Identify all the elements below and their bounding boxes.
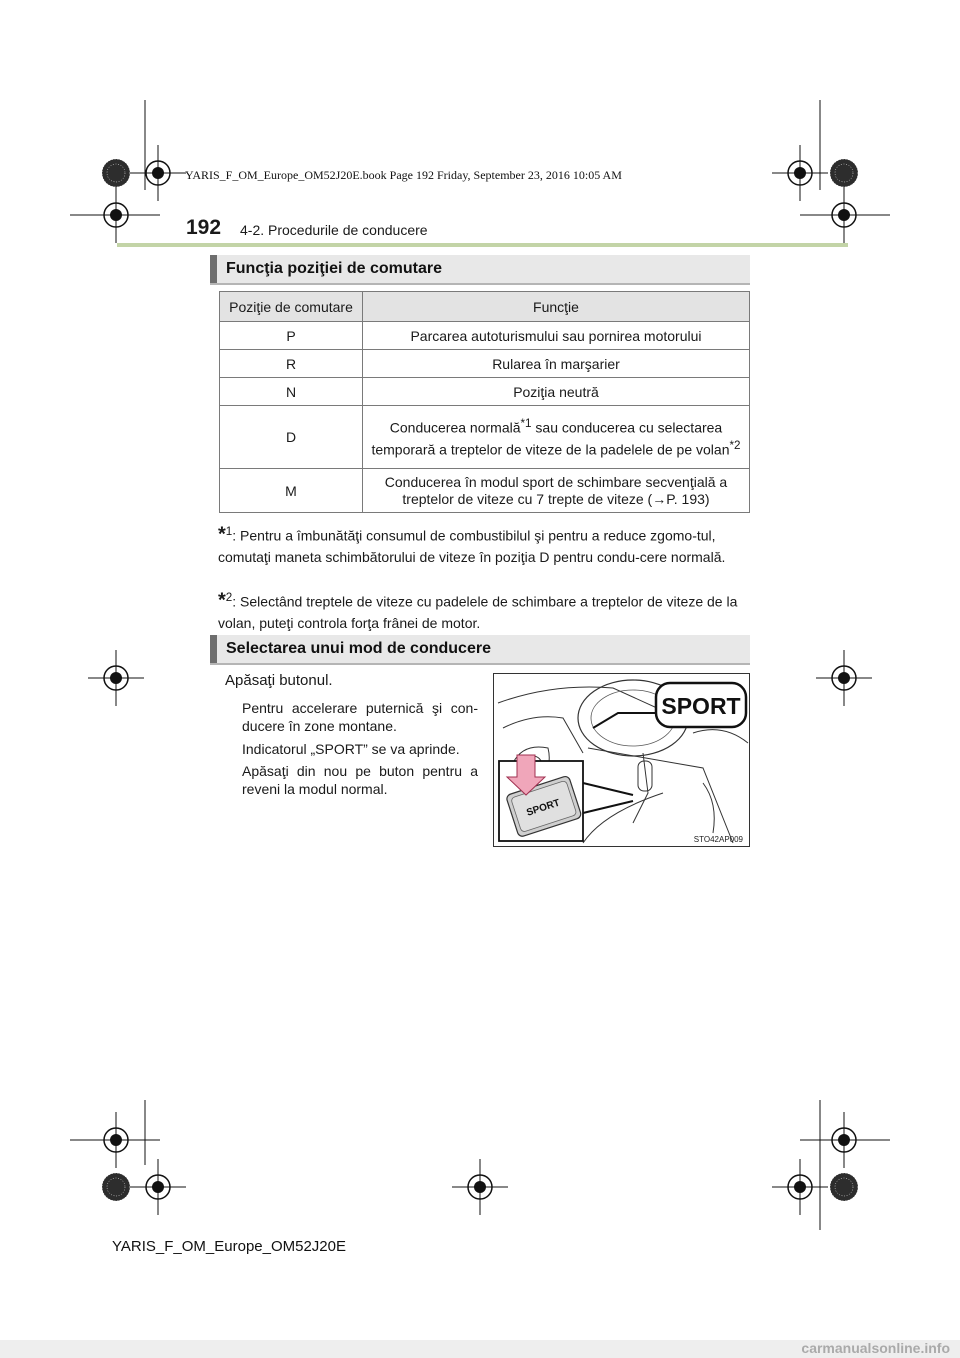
- footnote-1: [218, 521, 750, 568]
- registration-sun-icon: [830, 1173, 858, 1201]
- heading-bar: [210, 635, 217, 663]
- table-row: [220, 350, 750, 378]
- position-cell: N: [220, 378, 363, 406]
- footnote-number: 2: [225, 591, 233, 604]
- figure-code: STO42AP009: [693, 835, 743, 844]
- function-cell: Rularea în marşarier: [363, 350, 750, 378]
- column-header: Poziţie de comutare: [220, 292, 363, 322]
- page-number: 192: [186, 216, 222, 239]
- position-cell: R: [220, 350, 363, 378]
- footnote-text: : Selectând treptele de viteze cu padelele de schimbare a treptelor de viteze de la volan, puteţi controla forţa frânei de motor.: [218, 593, 738, 631]
- instruction-note: Indicatorul „SPORT” se va aprinde.: [242, 741, 460, 757]
- registration-target-icon: [130, 145, 186, 201]
- book-info-line: YARIS_F_OM_Europe_OM52J20E.book Page 192 Friday, September 23, 2016 10:05 AM: [185, 168, 622, 182]
- position-cell: M: [220, 469, 363, 513]
- function-text: sau conducerea cu selectarea temporară a treptelor de viteze de la padelele de pe volan: [371, 420, 730, 458]
- instruction-note: Pentru accelerare puternică şi con-ducere în zone montane.: [242, 700, 478, 734]
- function-text: Conducerea normală: [389, 420, 521, 436]
- table-row: [220, 322, 750, 350]
- sport-button-illustration: [493, 673, 750, 847]
- registration-target-icon: [816, 650, 872, 706]
- registration-target-icon: [130, 1159, 186, 1215]
- position-cell: P: [220, 322, 363, 350]
- footnote-number: 1: [225, 525, 233, 538]
- heading-bar: [210, 255, 217, 283]
- table-row: [220, 378, 750, 406]
- section-heading-drive-mode: [210, 635, 750, 665]
- sport-indicator-label: SPORT: [661, 693, 741, 719]
- instruction-note: Apăsaţi din nou pe buton pentru a reveni la modul normal.: [242, 763, 478, 797]
- position-cell: D: [220, 406, 363, 469]
- section-title: Funcţia poziţiei de comutare: [226, 260, 443, 277]
- footer-doc-id: YARIS_F_OM_Europe_OM52J20E: [112, 1238, 347, 1255]
- table-row: [220, 469, 750, 513]
- footnote-mark: *: [218, 523, 226, 546]
- registration-target-icon: [452, 1159, 508, 1215]
- running-header: 4-2. Procedurile de conducere: [240, 222, 428, 238]
- table-row: [220, 406, 750, 469]
- watermark-bar: [0, 1340, 960, 1358]
- registration-target-icon: [816, 1112, 872, 1168]
- watermark-text: carmanualsonline.info: [801, 1340, 950, 1356]
- section-heading-shift-function: [210, 255, 750, 285]
- sport-button-label: SPORT: [525, 797, 562, 819]
- registration-target-icon: [88, 650, 144, 706]
- section-title: Selectarea unui mod de conducere: [226, 640, 491, 657]
- instruction-step: Apăsaţi butonul.: [225, 672, 333, 689]
- footnote-ref: *2: [729, 439, 741, 452]
- registration-sun-icon: [102, 159, 130, 187]
- footnote-2: [218, 587, 750, 634]
- table-header-row: [220, 292, 750, 322]
- registration-target-icon: [88, 187, 144, 243]
- footnote-mark: *: [218, 589, 226, 612]
- footnote-ref: *1: [520, 417, 532, 431]
- function-cell: Parcarea autoturismului sau pornirea motorului: [363, 322, 750, 350]
- registration-target-icon: [816, 187, 872, 243]
- function-cell: [363, 406, 750, 469]
- registration-target-icon: [88, 1112, 144, 1168]
- registration-sun-icon: [102, 1173, 130, 1201]
- column-header: Funcţie: [363, 292, 750, 322]
- function-cell: Poziţia neutră: [363, 378, 750, 406]
- shift-position-table: [219, 291, 750, 513]
- function-cell: Conducerea în modul sport de schimbare secvenţială a treptelor de viteze cu 7 trepte de viteze (→P. 193): [363, 469, 750, 513]
- registration-sun-icon: [830, 159, 858, 187]
- header-rule: [117, 243, 848, 247]
- footnote-text: : Pentru a îmbunătăţi consumul de combustibilul şi pentru a reduce zgomo-tul, comutaţi maneta schimbătorului de viteze în poziţia D pentru condu-cere normală.: [218, 527, 726, 565]
